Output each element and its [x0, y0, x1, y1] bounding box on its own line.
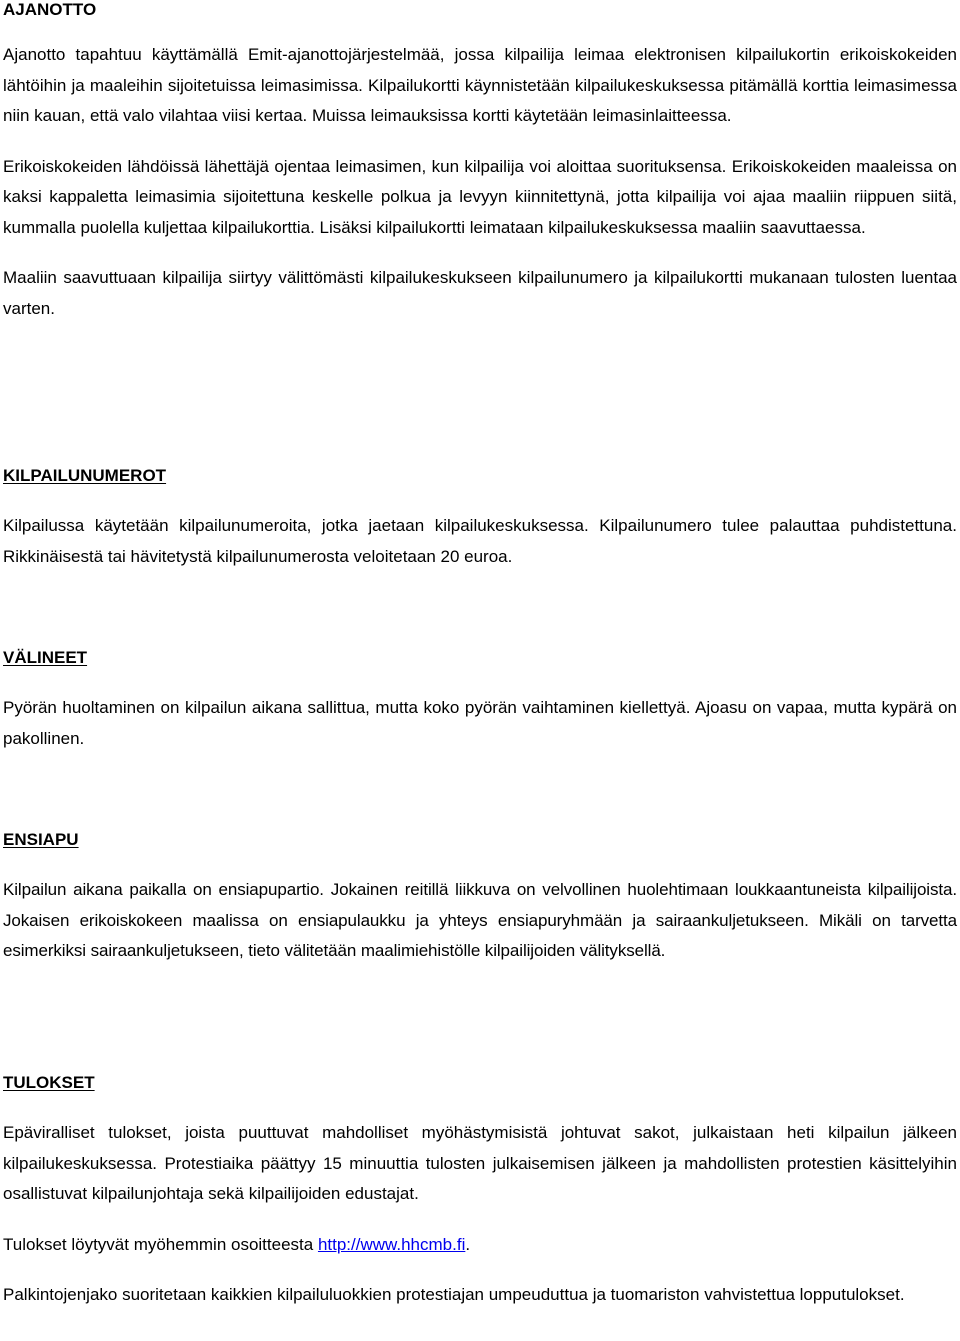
results-link-paragraph: [3, 1230, 957, 1261]
section-heading: KILPAILUNUMEROT: [3, 466, 167, 485]
section-heading: TULOKSET: [3, 1073, 95, 1092]
section-valineet: [3, 648, 957, 754]
section-ajanotto: [3, 0, 957, 324]
section-kilpailunumerot: [3, 466, 957, 572]
paragraph: Palkintojenjako suoritetaan kaikkien kilpailuluokkien protestiajan umpeuduttua ja tuomariston vahvistettua lopputulokset.: [3, 1285, 905, 1304]
paragraph: Erikoiskokeiden lähdöissä lähettäjä ojentaa leimasimen, kun kilpailija voi aloittaa suorituksensa. Erikoiskokeiden maaleissa on kaksi kappaletta leimasimia sijoitettuna keskelle polkua ja levyyn kiinnitettynä, jotta kilpailija voi ajaa maaliin riippuen siitä, kummalla puolella kuljettaa kilpailukorttia. Lisäksi kilpailukortti leimataan kilpailukeskuksessa maaliin saavuttaessa.: [3, 156, 957, 237]
section-tulokset: [3, 1073, 957, 1311]
section-heading: AJANOTTO: [3, 0, 97, 19]
paragraph: Maaliin saavuttuaan kilpailija siirtyy välittömästi kilpailukeskukseen kilpailunumero ja kilpailukortti mukanaan tulosten luentaa varten.: [3, 268, 957, 318]
results-link-prefix: Tulokset löytyvät myöhemmin osoitteesta: [3, 1234, 318, 1254]
results-website-link[interactable]: http://www.hhcmb.fi: [317, 1234, 466, 1254]
results-link-suffix: .: [465, 1234, 471, 1254]
section-ensiapu: [3, 830, 957, 967]
paragraph: Ajanotto tapahtuu käyttämällä Emit-ajanottojärjestelmää, jossa kilpailija leimaa elektronisen kilpailukortin erikoiskokeiden lähtöihin ja maaleihin sijoitetuissa leimasimissa. Kilpailukortti käynnistetään kilpailukeskuksessa pitämällä korttia leimasimessa niin kauan, että valo vilahtaa viisi kertaa. Muissa leimauksissa kortti käytetään leimasinlaitteessa.: [3, 45, 957, 125]
section-heading: ENSIAPU: [3, 830, 79, 849]
section-heading: VÄLINEET: [3, 648, 88, 667]
paragraph: Kilpailussa käytetään kilpailunumeroita, jotka jaetaan kilpailukeskuksessa. Kilpailunumero tulee palauttaa puhdistettuna. Rikkinäisestä tai hävitetystä kilpailunumerosta veloitetaan 20 euroa.: [3, 516, 957, 566]
paragraph: Pyörän huoltaminen on kilpailun aikana sallittua, mutta koko pyörän vaihtaminen kiellettyä. Ajoasu on vapaa, mutta kypärä on pakollinen.: [3, 698, 957, 748]
paragraph: Kilpailun aikana paikalla on ensiapupartio. Jokainen reitillä liikkuva on velvollinen huolehtimaan loukkaantuneista kilpailijoista. Jokaisen erikoiskokeen maalissa on ensiapulaukku ja yhteys ensiapuryhmään ja sairaankuljetukseen. Mikäli on tarvetta esimerkiksi sairaankuljetukseen, tieto välitetään maalimiehistölle kilpailijoiden välityksellä.: [3, 880, 957, 960]
paragraph: Epäviralliset tulokset, joista puuttuvat mahdolliset myöhästymisistä johtuvat sakot, julkaistaan heti kilpailun jälkeen kilpailukeskuksessa. Protestiaika päättyy 15 minuuttia tulosten julkaisemisen jälkeen ja mahdollisten protestien käsittelyihin osallistuvat kilpailunjohtaja sekä kilpailijoiden edustajat.: [3, 1123, 957, 1203]
